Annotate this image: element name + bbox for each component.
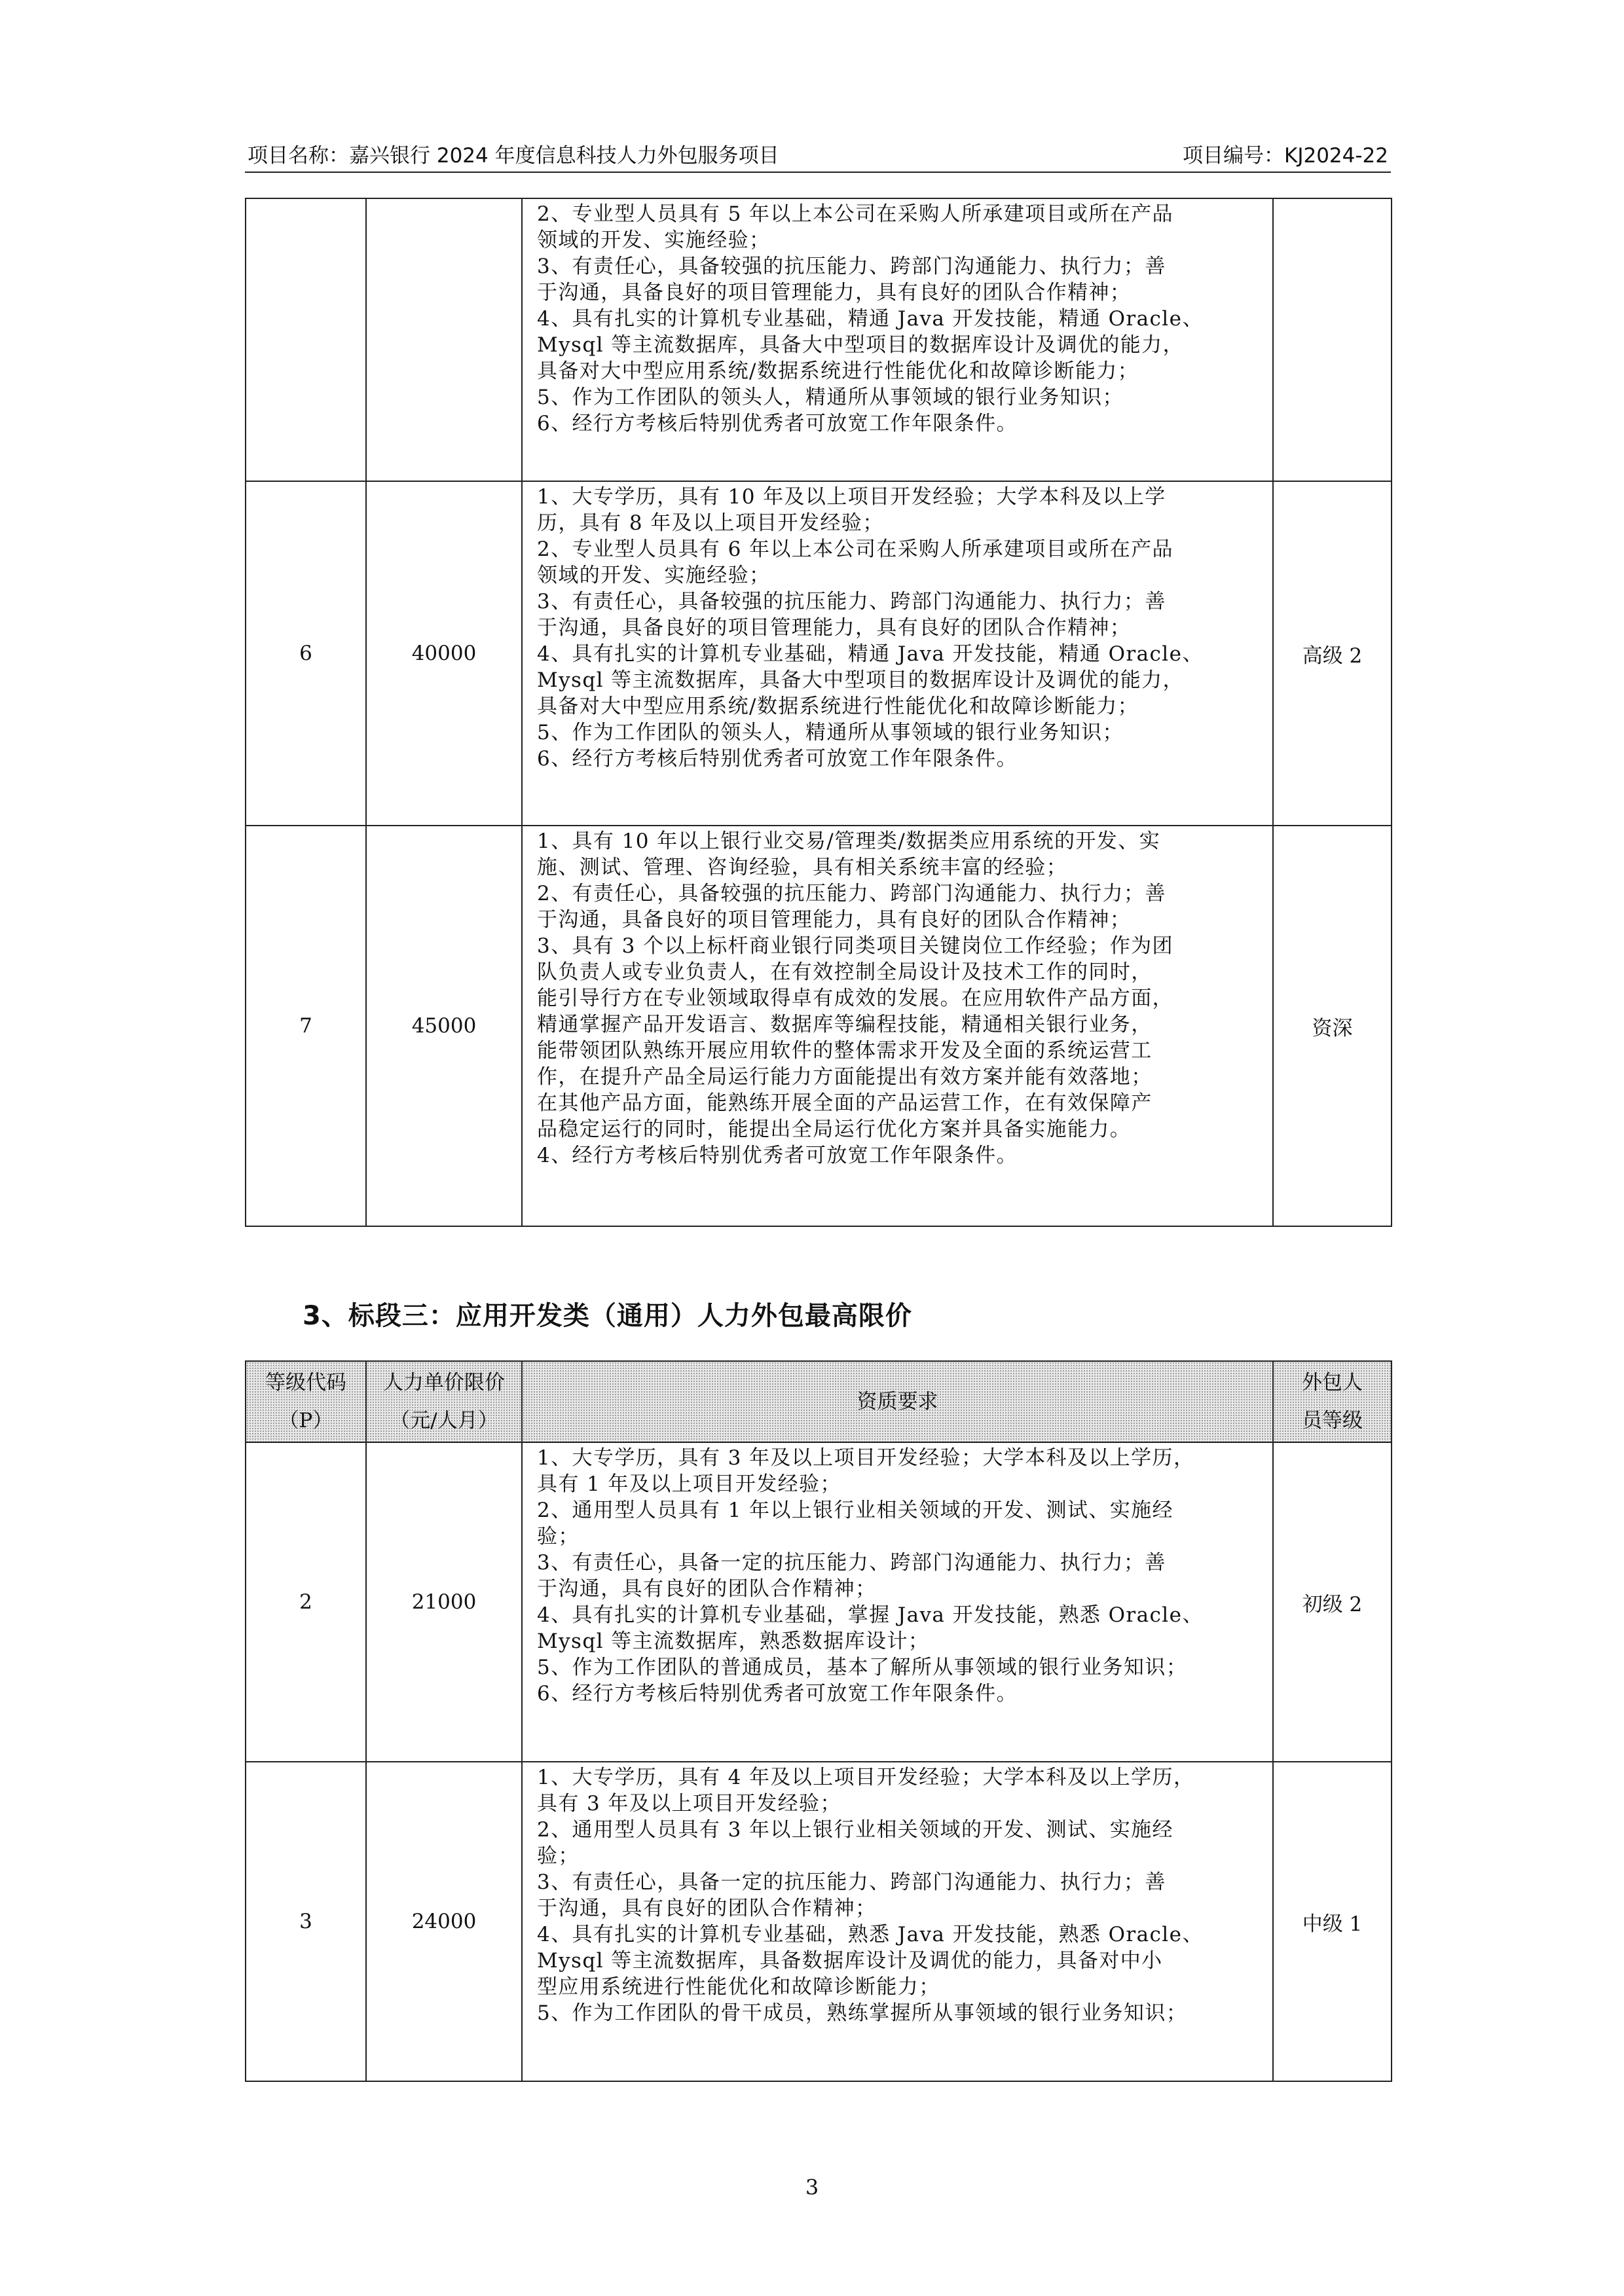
requirement-line: 2、专业型人员具有 5 年以上本公司在采购人所承建项目或所在产品 [537, 202, 1173, 226]
requirements-cell [522, 198, 1273, 481]
requirement-line: 于沟通，具备良好的项目管理能力，具有良好的团队合作精神； [537, 616, 1132, 640]
project-name: 项目名称：嘉兴银行 2024 年度信息科技人力外包服务项目 [248, 144, 779, 168]
requirements-cell [522, 481, 1273, 826]
requirement-line: 4、具有扎实的计算机专业基础，精通 Java 开发技能，精通 Oracle、 [537, 642, 1204, 666]
header-line: 资质要求 [857, 1390, 938, 1413]
header-line: 等级代码 [265, 1371, 346, 1394]
requirement-line: 队负责人或专业负责人，在有效控制全局设计及技术工作的同时， [537, 960, 1153, 984]
requirement-line: 作，在提升产品全局运行能力方面能提出有效方案并能有效落地； [537, 1065, 1153, 1089]
table-header-row [246, 1361, 1392, 1442]
grade-code-cell: 2 [246, 1442, 366, 1762]
header-divider [245, 172, 1391, 173]
requirement-line: 于沟通，具有良好的团队合作精神； [537, 1577, 877, 1601]
requirement-line: 6、经行方考核后特别优秀者可放宽工作年限条件。 [537, 412, 1018, 435]
requirement-line: 3、具有 3 个以上标杆商业银行同类项目关键岗位工作经验；作为团 [537, 934, 1173, 958]
requirement-line: 2、通用型人员具有 3 年以上银行业相关领域的开发、测试、实施经 [537, 1818, 1173, 1842]
column-header-requirements [522, 1361, 1273, 1442]
requirement-line: 于沟通，具有良好的团队合作精神； [537, 1897, 877, 1920]
requirement-line: 具有 3 年及以上项目开发经验； [537, 1792, 841, 1815]
requirement-line: 1、大专学历，具有 10 年及以上项目开发经验；大学本科及以上学 [537, 485, 1166, 509]
requirement-line: 在其他产品方面，能熟练开展全面的产品运营工作，在有效保障产 [537, 1091, 1153, 1115]
requirement-line: 2、专业型人员具有 6 年以上本公司在采购人所承建项目或所在产品 [537, 538, 1173, 561]
requirement-line: 3、有责任心，具备一定的抗压能力、跨部门沟通能力、执行力；善 [537, 1870, 1166, 1894]
column-header-staff-level [1273, 1361, 1392, 1442]
requirement-line: 6、经行方考核后特别优秀者可放宽工作年限条件。 [537, 1682, 1018, 1705]
table-row [246, 481, 1392, 826]
requirement-line: 品稳定运行的同时，能提出全局运行优化方案并具备实施能力。 [537, 1118, 1132, 1141]
requirement-line: 3、有责任心，具备较强的抗压能力、跨部门沟通能力、执行力；善 [537, 590, 1166, 613]
requirement-line: 领域的开发、实施经验； [537, 228, 771, 252]
section-title: 3、标段三：应用开发类（通用）人力外包最高限价 [303, 1301, 912, 1331]
unit-price-cell: 24000 [366, 1762, 522, 2081]
requirement-line: 4、具有扎实的计算机专业基础，精通 Java 开发技能，精通 Oracle、 [537, 307, 1204, 331]
requirement-line: 4、经行方考核后特别优秀者可放宽工作年限条件。 [537, 1144, 1018, 1167]
requirements-cell [522, 1762, 1273, 2081]
requirement-line: 2、有责任心，具备较强的抗压能力、跨部门沟通能力、执行力；善 [537, 882, 1166, 905]
header-line: （P） [278, 1409, 333, 1432]
requirement-line: 具备对大中型应用系统/数据系统进行性能优化和故障诊断能力； [537, 695, 1139, 718]
requirement-line: 领域的开发、实施经验； [537, 564, 771, 587]
table-row [246, 826, 1392, 1226]
requirement-line: 于沟通，具备良好的项目管理能力，具有良好的团队合作精神； [537, 281, 1132, 304]
unit-price-cell: 40000 [366, 481, 522, 826]
requirements-cell [522, 826, 1273, 1226]
unit-price-cell: 21000 [366, 1442, 522, 1762]
requirement-line: 5、作为工作团队的骨干成员，熟练掌握所从事领域的银行业务知识； [537, 2001, 1188, 2025]
column-header-grade-code [246, 1361, 366, 1442]
header-line: 人力单价限价 [383, 1371, 505, 1394]
table-row [246, 198, 1392, 481]
page-number: 3 [805, 2175, 819, 2200]
requirement-line: 5、作为工作团队的领头人，精通所从事领域的银行业务知识； [537, 721, 1124, 744]
unit-price-cell: 45000 [366, 826, 522, 1226]
requirement-line: 验； [537, 1844, 580, 1868]
column-header-unit-price [366, 1361, 522, 1442]
grade-code-cell [246, 198, 366, 481]
staff-level-cell: 初级 2 [1273, 1442, 1392, 1762]
table-row [246, 1442, 1392, 1762]
requirements-cell [522, 1442, 1273, 1762]
header-line: 员等级 [1302, 1409, 1363, 1432]
requirement-line: 精通掌握产品开发语言、数据库等编程技能，精通相关银行业务， [537, 1013, 1153, 1036]
unit-price-cell [366, 198, 522, 481]
price-table-section2-continued [245, 198, 1392, 1227]
requirement-line: 6、经行方考核后特别优秀者可放宽工作年限条件。 [537, 747, 1018, 771]
requirement-line: 能引导行方在专业领域取得卓有成效的发展。在应用软件产品方面， [537, 987, 1173, 1010]
requirement-line: 能带领团队熟练开展应用软件的整体需求开发及全面的系统运营工 [537, 1039, 1153, 1063]
requirement-line: 3、有责任心，具备一定的抗压能力、跨部门沟通能力、执行力；善 [537, 1551, 1166, 1575]
requirement-line: 4、具有扎实的计算机专业基础，熟悉 Java 开发技能，熟悉 Oracle、 [537, 1923, 1204, 1946]
requirement-line: 3、有责任心，具备较强的抗压能力、跨部门沟通能力、执行力；善 [537, 255, 1166, 278]
requirement-line: 验； [537, 1525, 580, 1548]
staff-level-cell [1273, 198, 1392, 481]
requirement-line: 2、通用型人员具有 1 年以上银行业相关领域的开发、测试、实施经 [537, 1499, 1173, 1522]
requirement-line: 于沟通，具备良好的项目管理能力，具有良好的团队合作精神； [537, 908, 1132, 932]
price-table-section3 [245, 1360, 1392, 2082]
requirement-line: 具备对大中型应用系统/数据系统进行性能优化和故障诊断能力； [537, 359, 1139, 383]
grade-code-cell: 7 [246, 826, 366, 1226]
grade-code-cell: 3 [246, 1762, 366, 2081]
requirement-line: 5、作为工作团队的普通成员，基本了解所从事领域的银行业务知识； [537, 1656, 1188, 1679]
page-header [248, 136, 1388, 170]
project-number: 项目编号：KJ2024-22 [1183, 144, 1388, 168]
requirement-line: Mysql 等主流数据库，熟悉数据库设计； [537, 1630, 930, 1653]
header-line: 外包人 [1302, 1371, 1363, 1394]
requirement-line: 1、大专学历，具有 3 年及以上项目开发经验；大学本科及以上学历， [537, 1446, 1195, 1470]
staff-level-cell: 中级 1 [1273, 1762, 1392, 2081]
grade-code-cell: 6 [246, 481, 366, 826]
requirement-line: 型应用系统进行性能优化和故障诊断能力； [537, 1975, 940, 1999]
staff-level-cell: 高级 2 [1273, 481, 1392, 826]
requirement-line: 施、测试、管理、咨询经验，具有相关系统丰富的经验； [537, 856, 1067, 879]
requirement-line: Mysql 等主流数据库，具备数据库设计及调优的能力，具备对中小 [537, 1949, 1163, 1973]
header-line: （元/人月） [390, 1409, 498, 1432]
requirement-line: 4、具有扎实的计算机专业基础，掌握 Java 开发技能，熟悉 Oracle、 [537, 1603, 1204, 1627]
requirement-line: Mysql 等主流数据库，具备大中型项目的数据库设计及调优的能力， [537, 668, 1184, 692]
requirement-line: 具有 1 年及以上项目开发经验； [537, 1472, 841, 1496]
requirement-line: 1、大专学历，具有 4 年及以上项目开发经验；大学本科及以上学历， [537, 1766, 1195, 1789]
requirement-line: 历，具有 8 年及以上项目开发经验； [537, 511, 884, 535]
staff-level-cell: 资深 [1273, 826, 1392, 1226]
requirement-line: 5、作为工作团队的领头人，精通所从事领域的银行业务知识； [537, 386, 1124, 409]
requirement-line: 1、具有 10 年以上银行业交易/管理类/数据类应用系统的开发、实 [537, 829, 1160, 853]
requirement-line: Mysql 等主流数据库，具备大中型项目的数据库设计及调优的能力， [537, 333, 1184, 357]
table-row [246, 1762, 1392, 2081]
